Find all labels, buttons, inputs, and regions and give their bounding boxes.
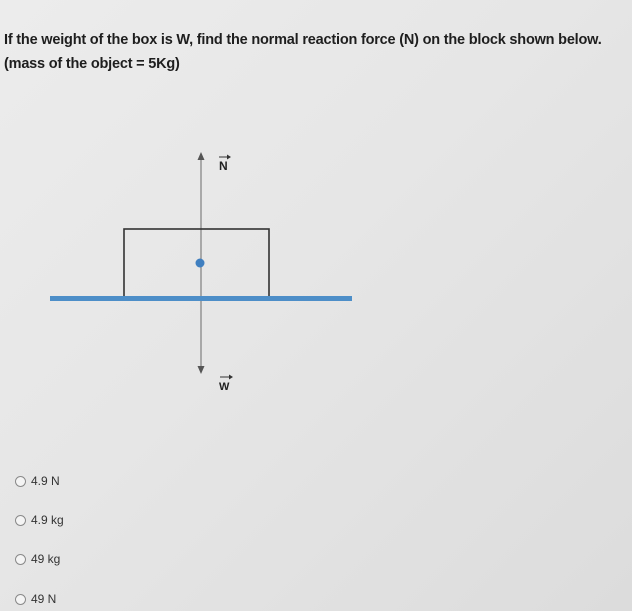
option-4-9-n[interactable]: [15, 474, 60, 488]
w-vector-arrowhead-icon: [229, 375, 233, 380]
option-label: 49 N: [31, 592, 57, 606]
radio-circle-icon[interactable]: [15, 554, 26, 565]
option-49-kg[interactable]: [15, 552, 60, 566]
option-label: 4.9 N: [31, 474, 60, 488]
option-4-9-kg[interactable]: [15, 513, 64, 527]
radio-circle-icon[interactable]: [15, 594, 26, 605]
question-line-2: (mass of the object = 5Kg): [4, 56, 180, 72]
question-line-1: If the weight of the box is W, find the normal reaction force (N) on the block shown below.: [4, 32, 602, 48]
option-49-n[interactable]: [15, 592, 56, 606]
option-label: 49 kg: [31, 552, 61, 566]
center-of-mass-dot: [196, 259, 205, 268]
radio-circle-icon[interactable]: [15, 476, 26, 487]
normal-force-arrowhead: [198, 152, 205, 160]
radio-circle-icon[interactable]: [15, 515, 26, 526]
normal-force-label: N: [219, 159, 228, 173]
ground-surface: [50, 296, 352, 301]
weight-label: W: [219, 381, 230, 393]
weight-arrowhead: [198, 366, 205, 374]
option-label: 4.9 kg: [31, 513, 64, 527]
